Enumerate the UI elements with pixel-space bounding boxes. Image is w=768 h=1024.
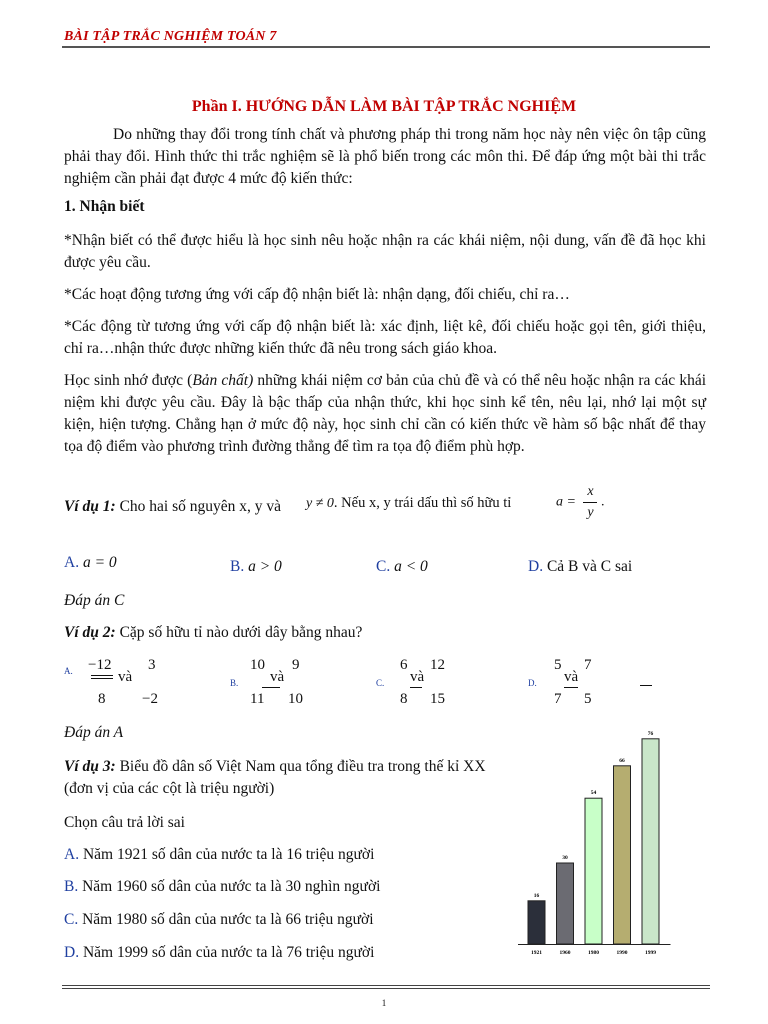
chart-bar-1921 xyxy=(528,901,545,944)
example-3-option-b[interactable]: B. Năm 1960 số dân của nước ta là 30 nghìn người xyxy=(64,878,381,895)
population-bar-chart xyxy=(498,720,678,964)
footer-rule-double xyxy=(62,988,710,989)
example-3-option-d[interactable]: D. Năm 1999 số dân của nước ta là 76 triệu người xyxy=(64,944,375,961)
chart-data-label: 30 xyxy=(562,855,568,861)
example-3-prompt: Chọn câu trả lời sai xyxy=(64,814,185,831)
example-2-answer: Đáp án A xyxy=(64,724,124,741)
example-2-question: Ví dụ 2: Cặp số hữu tỉ nào dưới dây bằng nhau? xyxy=(64,624,363,641)
chart-data-label: 54 xyxy=(590,790,597,797)
heading-nhan-biet: 1. Nhận biết xyxy=(64,198,145,215)
example-1-option-b[interactable]: B. a > 0 xyxy=(230,558,282,575)
chart-tick-label: 1999 xyxy=(645,950,656,956)
example-3-question: Ví dụ 3: Biểu đồ dân số Việt Nam qua tổng điều tra trong thế kỉ XX (đơn vị của các cột là triệu người) xyxy=(64,758,486,797)
paragraph-3: *Các động từ tương ứng với cấp độ nhận biết là: xác định, liệt kê, đối chiếu hoặc gọi tên, giới thiệu, chỉ ra…nhận thức được những kiến thức đã nêu trong sách giáo khoa. xyxy=(64,318,706,357)
chart-data-label: 66 xyxy=(619,757,625,764)
chart-bar-1999 xyxy=(642,739,659,944)
chart-bar-1980 xyxy=(585,798,602,944)
example-3-option-c[interactable]: C. Năm 1980 số dân của nước ta là 66 triệu người xyxy=(64,911,374,928)
example-3-option-a[interactable]: A. Năm 1921 số dân của nước ta là 16 triệu người xyxy=(64,846,375,863)
example-2-option-c[interactable]: C. 6 và 12 8 15 xyxy=(376,657,445,707)
example-1-option-a[interactable]: A. a = 0 xyxy=(64,554,117,571)
paragraph-1: *Nhận biết có thể được hiểu là học sinh nêu hoặc nhận ra các khái niệm, nội dung, vấn đề đã học khi được yêu cầu. xyxy=(64,232,706,271)
chart-tick-label: 1921 xyxy=(531,950,542,956)
example-1-answer: Đáp án C xyxy=(64,592,125,609)
chart-bar-1960 xyxy=(557,863,574,944)
chart-tick-label: 1990 xyxy=(616,950,628,956)
example-1-formula: a = $\frac{x}{y}$ . xyxy=(556,482,604,523)
example-2-option-d[interactable]: D. 5 và 7 7 5 xyxy=(528,656,688,706)
chart-data-label: 16 xyxy=(533,892,540,899)
header-rule xyxy=(62,46,710,48)
page-header-title: BÀI TẬP TRẮC NGHIỆM TOÁN 7 xyxy=(64,29,277,44)
example-1-condition: y ≠ 0. Nếu x, y trái dấu thì số hữu tỉ xyxy=(306,495,512,511)
footer-rule xyxy=(62,985,710,986)
example-1-option-d[interactable]: D. Cả B và C sai xyxy=(528,558,633,575)
example-1-option-c[interactable]: C. a < 0 xyxy=(376,558,428,575)
example-2-option-a[interactable]: A. −12 và 3 8 −2 xyxy=(64,657,158,707)
chart-tick-label: 1960 xyxy=(559,950,571,956)
chart-data-label: 76 xyxy=(647,730,654,737)
chart-tick-label: 1980 xyxy=(588,950,599,956)
section-title: Phần I. HƯỚNG DẪN LÀM BÀI TẬP TRẮC NGHIỆM xyxy=(191,98,577,115)
chart-bar-1990 xyxy=(614,766,631,944)
example-1-question: Ví dụ 1: Cho hai số nguyên x, y và xyxy=(64,498,282,515)
intro-paragraph: Do những thay đổi trong tính chất và phương pháp thi trong năm học này nên việc ôn tập cũng phải thay đổi. Hình thức thi trắc nghiệm sẽ là phổ biến trong các môn thi. Để đáp ứng một bài thi trắc nghiệm cần phải đạt được 4 mức độ kiến thức: xyxy=(64,126,706,187)
paragraph-2: *Các hoạt động tương ứng với cấp độ nhận biết là: nhận dạng, đối chiếu, chỉ ra… xyxy=(64,286,570,303)
page-number: 1 xyxy=(381,998,387,1008)
paragraph-4: Học sinh nhớ được (Bản chất) những khái niệm cơ bản của chủ đề và có thể nêu hoặc nhận ra các khái niệm khi được yêu cầu. Đây là bậc thấp của nhận thức, khi học sinh kể tên, nêu lại, nhớ lại một sự kiện, hiện tượng. Chẳng hạn ở mức độ này, học sinh chỉ cần có kiến thức về hàm số bậc nhất để thay tọa độ điểm vào phương trình đường thẳng để tìm ra tọa độ điểm phù hợp. xyxy=(64,372,707,455)
example-2-option-b[interactable]: B. 10 và 9 11 10 xyxy=(230,657,303,707)
